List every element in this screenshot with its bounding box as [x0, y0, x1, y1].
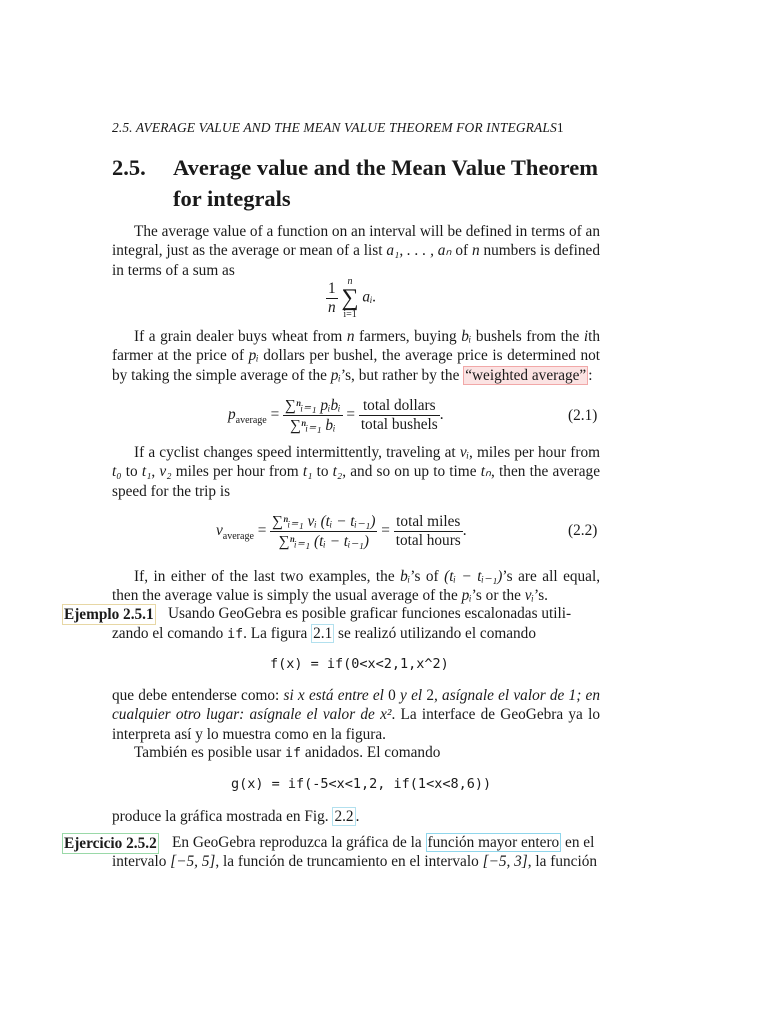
paragraph-grain-dealer — [112, 327, 600, 385]
paragraph-average-intro — [112, 222, 600, 280]
p4-m4: vᵢ — [524, 587, 534, 605]
exr-t5: , la función — [527, 853, 598, 870]
ex-t1: Usando GeoGebra es posible graficar funciones escalonadas utili- — [168, 605, 572, 622]
eq22-frac1-num: ∑ⁿᵢ₌₁ vᵢ (tᵢ − tᵢ₋₁) — [272, 513, 376, 530]
running-head-title: 2.5. AVERAGE VALUE AND THE MEAN VALUE THEOREM FOR INTEGRALS — [112, 120, 557, 135]
sum-upper-limit: n — [347, 276, 353, 287]
p1-line2c: numbers is — [479, 242, 551, 260]
sum-operator — [341, 276, 358, 320]
exercise-label: Ejercicio 2.5.2 — [64, 835, 157, 852]
mean-frac-num: 1 — [328, 279, 336, 297]
equation-2-2: $v_{average}$ = $\frac{\text{∑ⁿᵢ₌₁ vᵢ (tᵢ − tᵢ₋₁)}}{\text{∑ⁿᵢ₌₁ (tᵢ − tᵢ₋₁)}}$ = $\frac{\text{total miles}}{\text{total hours}}$ . — [216, 513, 467, 550]
floor-function-link[interactable]: función mayor entero — [427, 834, 560, 851]
page-number: 1 — [556, 120, 564, 135]
p2-m1: n — [346, 328, 355, 345]
p1-line2a: an integral, just as the average or mean of a list — [112, 223, 600, 260]
ex-t6: . La interface de GeoGebra ya — [391, 706, 583, 724]
p1-line1: The average value of a function on an interval will be defined in terms of — [134, 223, 582, 240]
mean-term: aᵢ. — [362, 288, 377, 306]
p2-m2: bᵢ — [461, 328, 472, 345]
ex-i1n: 0 — [388, 687, 396, 704]
eq21-frac2-den: total bushels — [360, 416, 438, 433]
sum-lower-limit: i=1 — [343, 309, 357, 320]
p2-m3: i — [583, 328, 589, 345]
ex-t8: También es posible usar — [134, 744, 286, 761]
eq22-lhs: v — [216, 522, 223, 540]
exr-t1: En GeoGebra reproduzca la gráfica de la — [172, 834, 426, 851]
sigma-symbol: ∑ — [341, 285, 359, 311]
p3-m2: t₀ — [112, 463, 122, 481]
p3-t1: If a cyclist changes speed intermittently, traveling at — [134, 444, 460, 461]
example-intro-line1 — [168, 604, 600, 623]
p3-m5: t₁ — [302, 463, 313, 481]
ex-code-if-2: if — [285, 746, 302, 761]
code-block-f: f(x) = if(0<x<2,1,x^2) — [270, 656, 449, 672]
p1-line2b: of — [451, 242, 472, 260]
code-block-g: g(x) = if(-5<x<1,2, if(1<x<8,6)) — [231, 776, 492, 792]
p1-line3: defined in terms of a sum as — [112, 242, 600, 279]
example-result — [112, 807, 600, 826]
p3-t3: from — [570, 444, 600, 461]
ex-code-if-1: if — [227, 627, 244, 642]
exr-m1: [−5, 5] — [170, 853, 216, 870]
p2-m5: pᵢ — [330, 366, 341, 384]
weighted-average-link[interactable]: “weighted average” — [465, 366, 587, 384]
p3-m6: t₂ — [332, 463, 343, 481]
p3-t7: to — [312, 463, 333, 481]
p2-m4: pᵢ — [248, 347, 259, 365]
ex-t11: . — [355, 808, 360, 825]
equation-mean — [326, 276, 376, 320]
p4-t1: If, in either of the last two examples, the — [134, 568, 401, 585]
eq21-frac1-num: ∑ⁿᵢ₌₁ pᵢbᵢ — [285, 397, 341, 414]
example-label: Ejemplo 2.5.1 — [64, 606, 154, 623]
p2-t4: th — [588, 328, 600, 345]
ex-t9: anidados. El comando — [301, 744, 441, 761]
exercise-line1 — [172, 833, 600, 852]
paragraph-cyclist — [112, 443, 600, 501]
figure-ref-2-1[interactable]: 2.1 — [313, 625, 333, 642]
p3-t9: , then — [491, 463, 526, 481]
exr-m2: [−5, 3] — [482, 853, 528, 870]
p3-m1: vᵢ — [459, 444, 470, 461]
equation-number-2-1: (2.1) — [568, 407, 598, 424]
section-number: 2.5. — [112, 155, 146, 180]
p2-t2: farmers, buying — [354, 328, 462, 345]
ex-t7: lo interpreta así y lo muestra como en la figura. — [112, 706, 600, 743]
ex-i4: en cualquier otro lugar: asígnale el valor de — [112, 687, 600, 724]
ex-i4m: x² — [380, 706, 392, 724]
p2-t6: dollars per bushel, the average price is determined not — [258, 347, 600, 365]
p3-m7: tₙ — [480, 463, 492, 481]
ex-t4: se realizó utilizando el comando — [334, 625, 536, 642]
p4-m2: (tᵢ − tᵢ₋₁) — [444, 568, 503, 585]
mean-frac-den: n — [328, 298, 336, 316]
eq22-fraction-words — [394, 513, 463, 550]
eq22-lhs-sub: average — [222, 531, 254, 543]
ex-i3: , asígnale el valor de 1; — [434, 687, 582, 704]
eq21-lhs-sub: average — [235, 415, 267, 427]
p3-t6: miles per hour from — [171, 463, 303, 481]
p4-m3: pᵢ — [461, 587, 472, 605]
eq21-fraction-words — [359, 397, 440, 434]
p4-t4: then the average value is simply the usual average of the — [112, 587, 462, 605]
equation-2-1: $p_{average}$ = $\frac{\text{∑ⁿᵢ₌₁ pᵢbᵢ}}{\text{∑ⁿᵢ₌₁ bᵢ}}$ = $\frac{\text{total dollars}}{\text{total bushels}}$ . — [228, 397, 444, 434]
p2-t9: : — [588, 366, 593, 384]
p2-t1: If a grain dealer buys wheat from — [134, 328, 347, 345]
example-intro-line2 — [112, 624, 600, 644]
p3-m3: t₁ — [141, 463, 152, 481]
example-nested-if — [112, 743, 600, 763]
p1-n-math: n — [471, 242, 480, 260]
p3-m4: v₂ — [159, 463, 172, 481]
p3-t10: the average speed for the trip is — [112, 463, 600, 500]
p4-m1: bᵢ — [400, 568, 411, 585]
p4-t5: ’s or the — [471, 587, 525, 605]
mean-fraction — [326, 280, 338, 317]
example-explanation — [112, 686, 600, 744]
eq22-frac1-den: ∑ⁿᵢ₌₁ (tᵢ − tᵢ₋₁) — [278, 533, 369, 550]
p4-t6: ’s. — [533, 587, 549, 605]
p4-t2: ’s of — [410, 568, 445, 585]
ex-i2: y el — [395, 687, 427, 704]
exercise-line2 — [112, 852, 600, 871]
ex-i2n: 2 — [426, 687, 434, 704]
eq21-frac2-num: total dollars — [359, 397, 440, 416]
eq21-lhs: p — [228, 406, 236, 424]
eq22-frac2-den: total hours — [395, 532, 461, 549]
p1-list-math: a₁, . . . , aₙ — [386, 242, 452, 260]
ex-t3: . La figura — [243, 625, 312, 642]
eq21-frac1-den: ∑ⁿᵢ₌₁ bᵢ — [290, 417, 336, 434]
p2-t7: by taking the simple average of the — [112, 366, 331, 384]
ex-t2: zando el comando — [112, 625, 228, 642]
p2-t3: bushels from the — [471, 328, 584, 345]
ex-t10: produce la gráfica mostrada en Fig. — [112, 808, 333, 825]
figure-ref-2-2[interactable]: 2.2 — [334, 808, 354, 825]
exr-t4: , la función de truncamiento en el intervalo — [215, 853, 483, 870]
eq21-fraction-sum — [283, 396, 343, 435]
p2-t8: ’s, but rather by the — [340, 366, 464, 384]
running-head — [112, 120, 660, 136]
ex-i1: si x está entre el — [283, 687, 389, 704]
p4-t3: ’s are all equal, — [502, 568, 601, 585]
p3-t2: , miles per hour — [469, 444, 567, 461]
section-title: Average value and the Mean Value Theorem for integrals — [173, 155, 598, 211]
paragraph-equal-weights — [112, 567, 600, 606]
ex-t5: que debe entenderse como: — [112, 687, 284, 704]
exr-t2: en el — [561, 834, 595, 851]
p3-t5: , — [151, 463, 160, 481]
eq22-fraction-sum — [270, 512, 377, 551]
p3-t4: to — [121, 463, 142, 481]
p2-t5: farmer at the price of — [112, 347, 249, 365]
p3-t8: , and so on up to time — [342, 463, 481, 481]
exr-t3: intervalo — [112, 853, 171, 870]
equation-number-2-2: (2.2) — [568, 522, 598, 539]
eq22-frac2-num: total miles — [394, 513, 463, 532]
